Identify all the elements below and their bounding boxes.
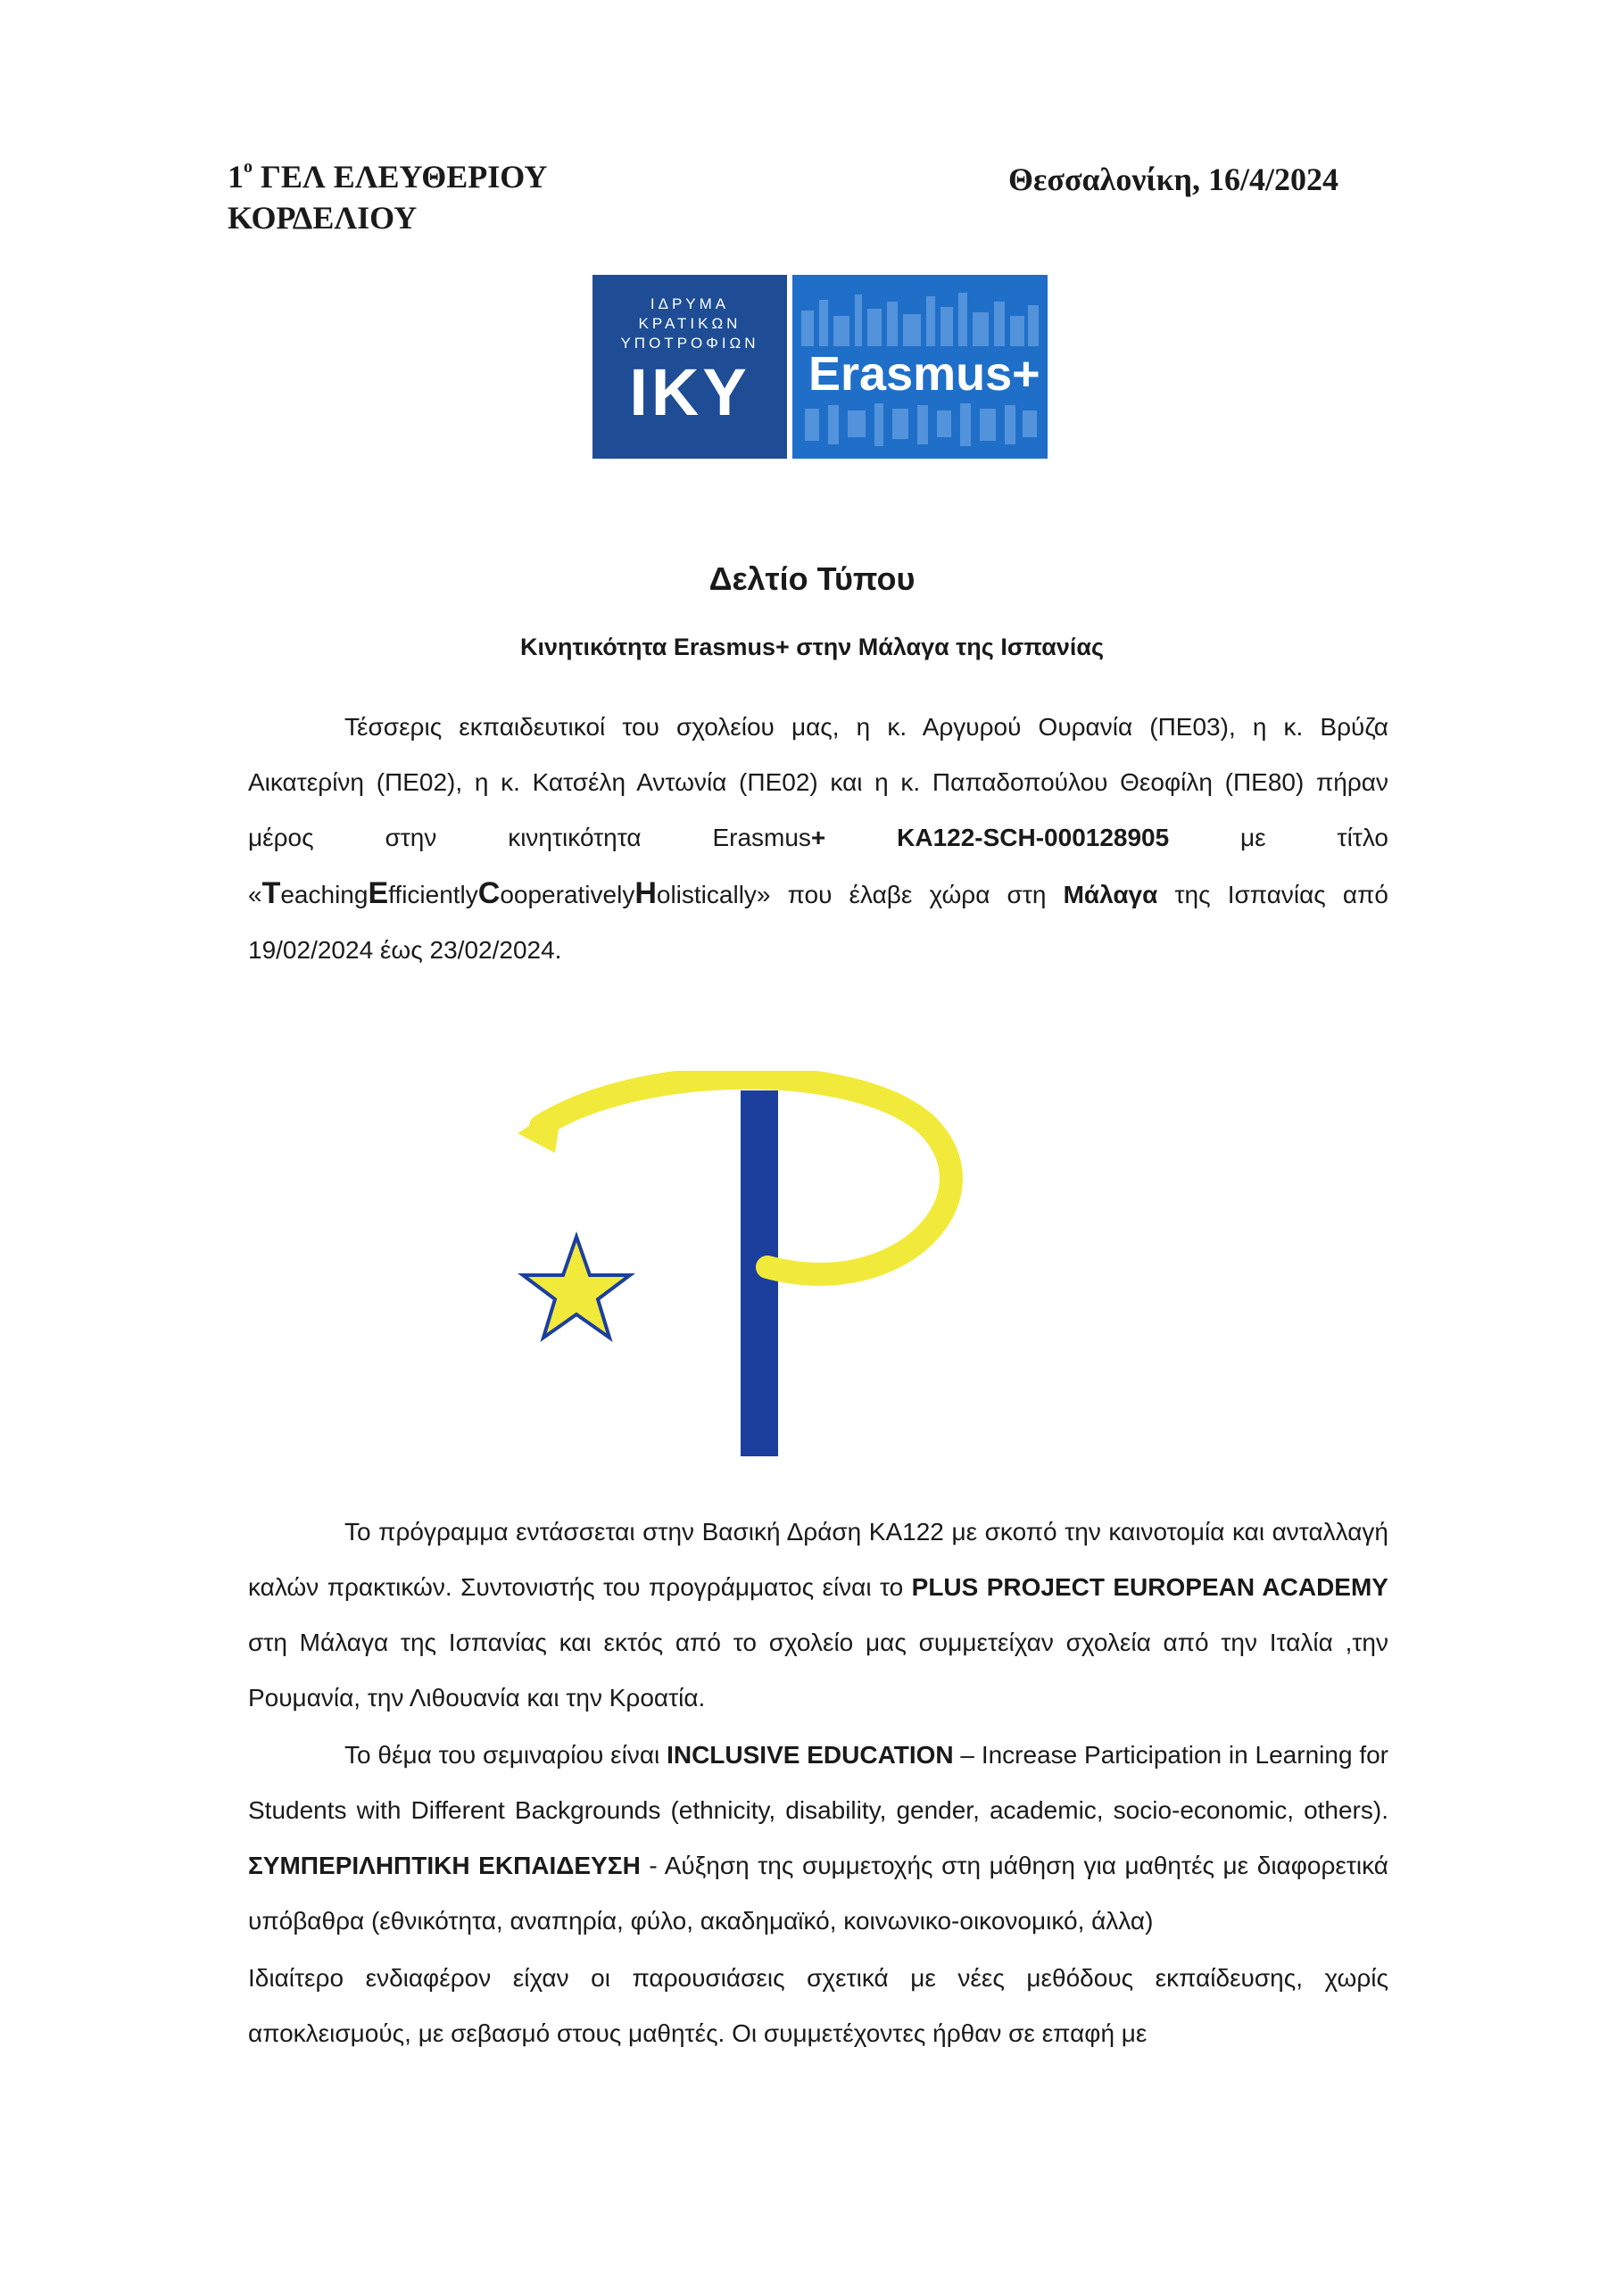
iky-line-3: ΥΠΟΤΡΟΦΙΩΝ xyxy=(620,335,759,352)
acronym-cap-t: T xyxy=(261,876,281,910)
press-release-subtitle: Κινητικότητα Erasmus+ στην Μάλαγα της Ισπανίας xyxy=(520,634,1104,660)
para1-text-4: της Ισπανίας από 19/02/2024 έως 23/02/2024. xyxy=(248,881,1388,964)
paragraph-program xyxy=(248,1504,1388,1726)
plus-project-logo xyxy=(500,1071,999,1472)
para1-space xyxy=(825,824,897,851)
para1-text-1: Τέσσερις εκπαιδευτικοί του σχολείου μας, η κ. Αργυρού Ουρανία (ΠΕ03), η κ. Βρύζα Αικατερίνη (ΠΕ02), η κ. Κατσέλη Αντωνία (ΠΕ02) και η κ. Παπαδοπούλου Θεοφίλη (ΠΕ80) πήραν μέρος στην κινητικότητα Erasmus xyxy=(248,713,1388,851)
erasmus-wordmark: Erasmus+ xyxy=(808,347,1040,401)
acronym-word-2: fficiently xyxy=(388,881,478,908)
topic-greek: ΣΥΜΠΕΡΙΛΗΠΤΙΚΗ ΕΚΠΑΙΔΕΥΣΗ xyxy=(248,1852,641,1879)
place-date: Θεσσαλονίκη, 16/4/2024 xyxy=(1008,162,1339,197)
para2-text-2: στη Μάλαγα της Ισπανίας και εκτός από το σχολείο μας συμμετείχαν σχολεία από την Ιταλία ,την Ρουμανία, την Λιθουανία και την Κροατία. xyxy=(248,1629,1388,1712)
iky-line-1: ΙΔΡΥΜΑ xyxy=(650,295,730,312)
city-name: Μάλαγα xyxy=(1063,881,1158,908)
iky-line-2: ΚΡΑΤΙΚΩΝ xyxy=(638,315,742,332)
iky-erasmus-logo xyxy=(592,275,1048,459)
erasmus-logo-panel xyxy=(792,275,1048,459)
para3-text-2: – Increase Participation in Learning for Students with Different Backgrounds (ethnicity, disability, gender, academic, socio-economic, others). xyxy=(248,1741,1389,1824)
paragraph-participants xyxy=(248,700,1388,978)
acronym-word-3: ooperatively xyxy=(500,881,635,908)
school-name-line1: ΓΕΛ ΕΛΕΥΘΕΡΙΟΥ xyxy=(253,159,548,195)
star-icon xyxy=(523,1237,630,1338)
school-ordinal-suffix: ο xyxy=(244,157,253,177)
school-ordinal: 1 xyxy=(228,159,244,195)
para2-text-1: Το πρόγραμμα εντάσσεται στην Βασική Δράση ΚΑ122 με σκοπό την καινοτομία και ανταλλαγή καλών πρακτικών. Συντονιστής του προγράμματος είναι το xyxy=(248,1518,1388,1601)
acronym-cap-e: E xyxy=(368,876,389,910)
paragraph-presentations: Ιδιαίτερο ενδιαφέρον είχαν οι παρουσιάσεις σχετικά με νέες μεθόδους εκπαίδευσης, χωρίς αποκλεισμούς, με σεβασμό στους μαθητές. Οι συμμετέχοντες ήρθαν σε επαφή με xyxy=(248,1964,1388,2047)
coordinator-name: PLUS PROJECT EUROPEAN ACADEMY xyxy=(911,1573,1388,1601)
project-code: KA122-SCH-000128905 xyxy=(897,824,1170,851)
para3-text-3: - Αύξηση της συμμετοχής στη μάθηση για μαθητές με διαφορετικά υπόβαθρα (εθνικότητα, αναπηρία, φύλο, ακαδημαϊκό, κοινωνικο-οικονομικό, άλλα) xyxy=(248,1852,1388,1935)
acronym-cap-c: C xyxy=(477,876,501,910)
topic-english: INCLUSIVE EDUCATION xyxy=(667,1741,954,1769)
para1-text-3: » που έλαβε χώρα στη xyxy=(756,881,1064,908)
acronym-word-1: eaching xyxy=(280,881,369,908)
para1-plus: + xyxy=(810,824,826,851)
iky-logo-panel xyxy=(592,275,787,459)
iky-acronym: IKY xyxy=(629,355,750,429)
para1-text-2: με τίτλο « xyxy=(248,824,1388,908)
para3-text-1: Το θέμα του σεμιναρίου είναι xyxy=(344,1741,667,1769)
press-release-title: Δελτίο Τύπου xyxy=(708,560,916,597)
school-name xyxy=(228,150,547,238)
acronym-cap-h: H xyxy=(634,876,657,910)
acronym-word-4: olistically xyxy=(656,881,757,908)
paragraph-topic xyxy=(248,1728,1388,1949)
logo-arrowhead xyxy=(518,1105,562,1153)
school-name-line2: ΚΟΡΔΕΛΙΟΥ xyxy=(228,200,418,236)
